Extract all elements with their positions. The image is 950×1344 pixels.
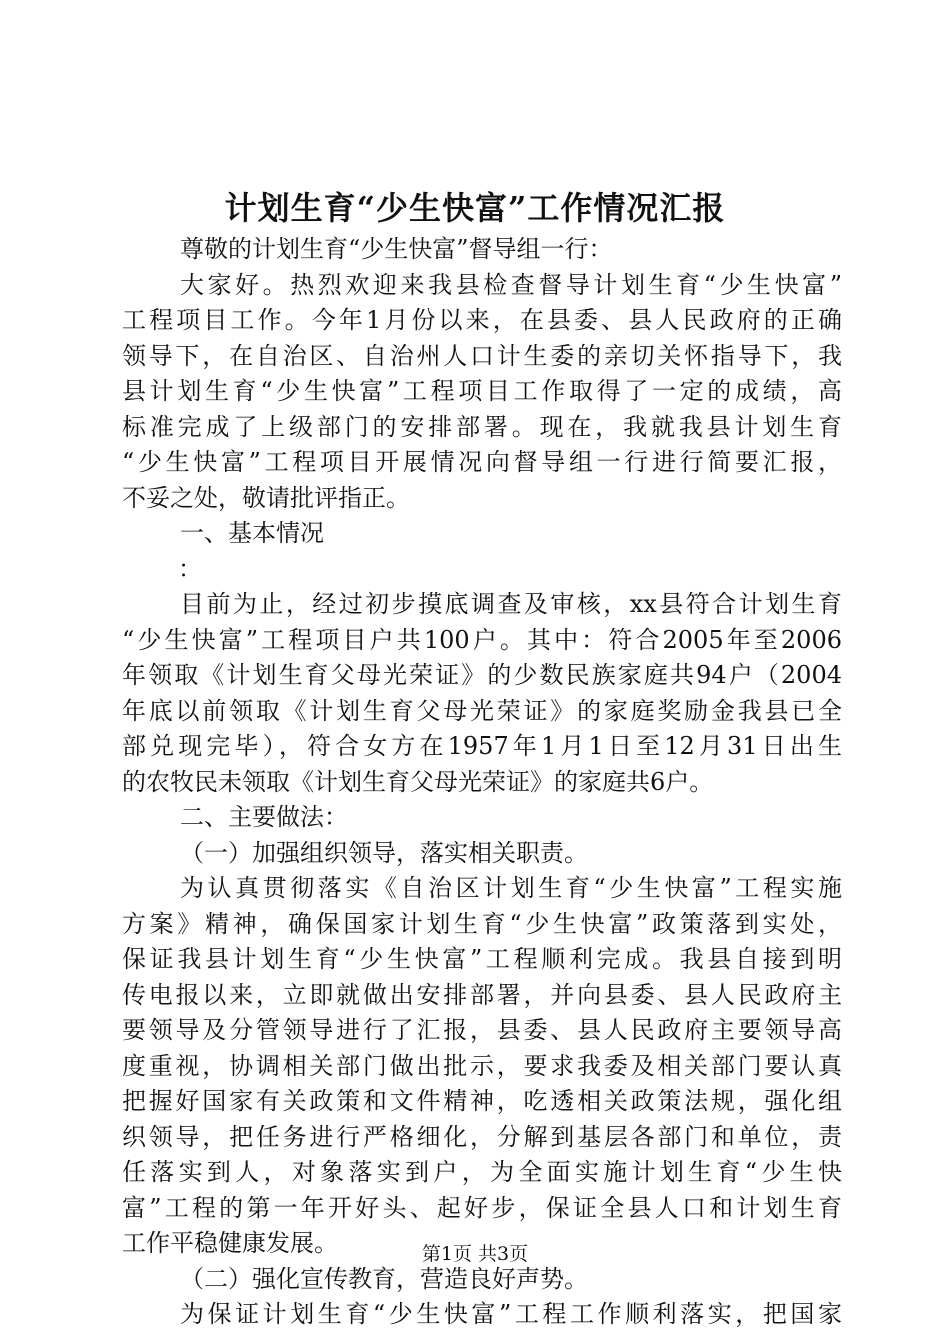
paragraph-line: 领导下，在自治区、自治州人口计生委的亲切关怀指导下，我 bbox=[122, 341, 842, 370]
paragraph-line: 富”工程的第一年开好头、起好步，保证全县人口和计划生育 bbox=[122, 1193, 842, 1222]
paragraph-line: 不妥之处，敬请批评指正。 bbox=[122, 483, 410, 512]
paragraph-line: 年底以前领取《计划生育父母光荣证》的家庭奖励金我县已全 bbox=[122, 696, 842, 725]
paragraph-line: 大家好。热烈欢迎来我县检查督导计划生育“少生快富” bbox=[180, 270, 842, 299]
paragraph-line: 度重视，协调相关部门做出批示，要求我委及相关部门要认真 bbox=[122, 1051, 842, 1080]
paragraph-line: “少生快富”工程项目户共100户。其中：符合2005年至2006 bbox=[122, 625, 842, 654]
paragraph-line: 任落实到人，对象落实到户，为全面实施计划生育“少生快 bbox=[122, 1158, 842, 1186]
paragraph-line: 一、基本情况 bbox=[180, 519, 324, 547]
paragraph-line: ： bbox=[178, 554, 202, 583]
paragraph-line: 县计划生育“少生快富”工程项目工作取得了一定的成绩，高 bbox=[122, 377, 842, 405]
paragraph-line: 年领取《计划生育父母光荣证》的少数民族家庭共94户（2004 bbox=[122, 661, 842, 689]
paragraph-line: 目前为止，经过初步摸底调查及审核，xx县符合计划生育 bbox=[180, 590, 842, 618]
paragraph-line: 传电报以来，立即就做出安排部署，并向县委、县人民政府主 bbox=[122, 980, 842, 1009]
paragraph-line: 为认真贯彻落实《自治区计划生育“少生快富”工程实施 bbox=[180, 874, 842, 902]
paragraph-line: 方案》精神，确保国家计划生育“少生快富”政策落到实处， bbox=[122, 909, 842, 938]
paragraph-line: 部兑现完毕），符合女方在1957年1月1日至12月31日出生 bbox=[122, 732, 842, 760]
paragraph-line: （一）加强组织领导，落实相关职责。 bbox=[180, 838, 588, 867]
paragraph-line: “少生快富”工程项目开展情况向督导组一行进行简要汇报， bbox=[122, 448, 842, 476]
paragraph-line: （二）强化宣传教育，营造良好声势。 bbox=[180, 1264, 588, 1293]
paragraph-line: 的农牧民未领取《计划生育父母光荣证》的家庭共6户。 bbox=[122, 767, 714, 796]
paragraph-line: 保证我县计划生育“少生快富”工程顺利完成。我县自接到明 bbox=[122, 945, 842, 973]
paragraph-line: 工程项目工作。今年1月份以来，在县委、县人民政府的正确 bbox=[122, 306, 842, 334]
document-body bbox=[122, 232, 842, 1333]
paragraph-line: 二、主要做法： bbox=[180, 803, 348, 831]
paragraph-line: 要领导及分管领导进行了汇报，县委、县人民政府主要领导高 bbox=[122, 1016, 842, 1044]
paragraph-line: 标准完成了上级部门的安排部署。现在，我就我县计划生育 bbox=[122, 412, 842, 441]
paragraph-line: 工作平稳健康发展。 bbox=[122, 1229, 338, 1257]
document-title: 计划生育“少生快富”工作情况汇报 bbox=[224, 189, 726, 227]
paragraph-line: 把握好国家有关政策和文件精神，吃透相关政策法规，强化组 bbox=[122, 1087, 842, 1115]
page-footer: 第1页 共3页 bbox=[421, 1243, 529, 1265]
paragraph-line: 织领导，把任务进行严格细化，分解到基层各部门和单位，责 bbox=[122, 1122, 842, 1151]
paragraph-line: 为保证计划生育“少生快富”工程工作顺利落实，把国家 bbox=[180, 1300, 842, 1328]
paragraph-line: 尊敬的计划生育“少生快富”督导组一行： bbox=[180, 235, 613, 263]
